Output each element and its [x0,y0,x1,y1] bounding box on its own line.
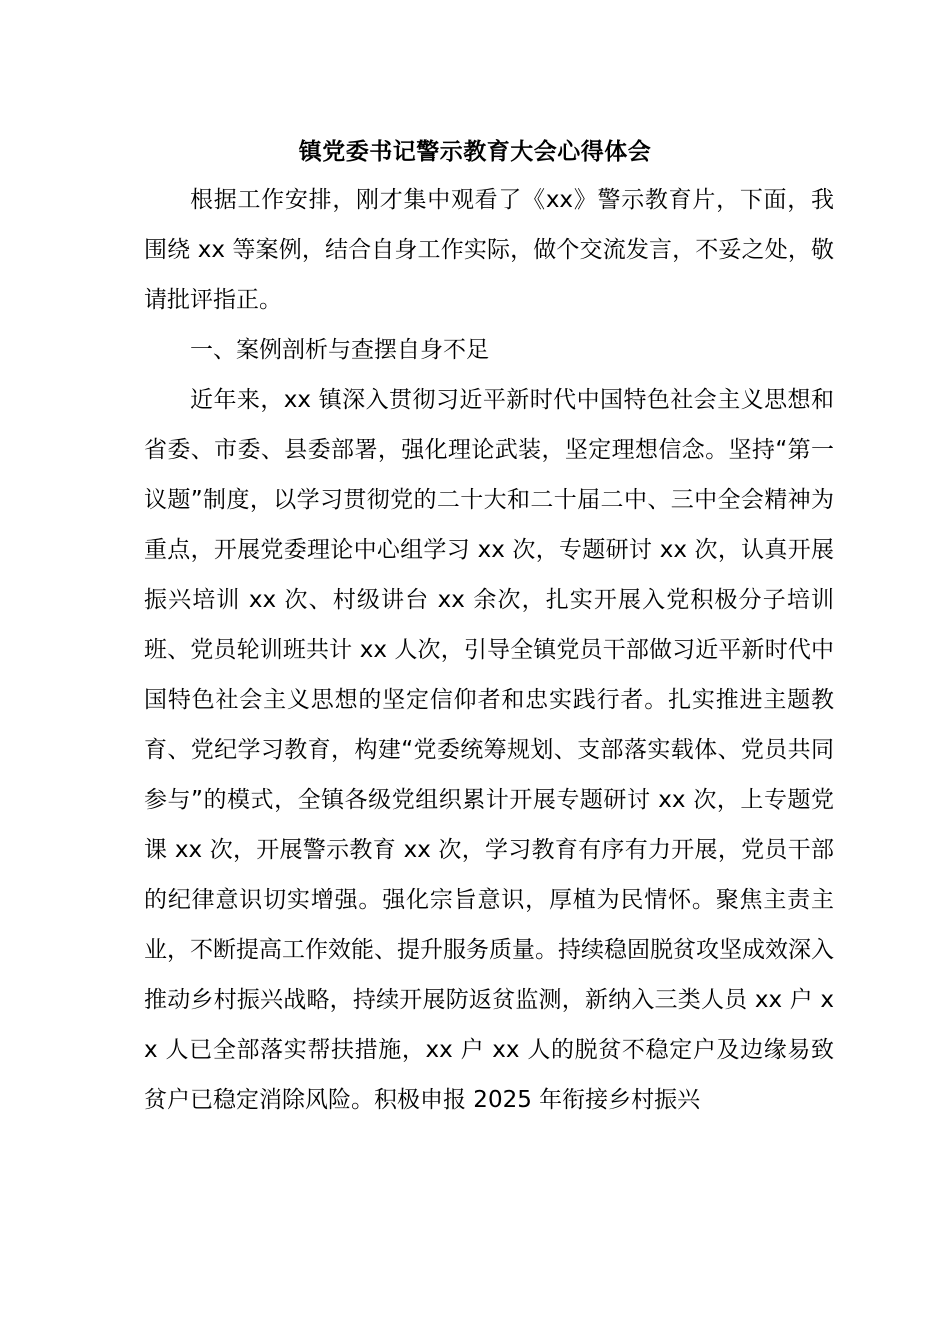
section-heading-1: 一、案例剖析与查摆自身不足 [190,337,489,363]
paragraph-section-1: 近年来，xx 镇深入贯彻习近平新时代中国特色社会主义思想和省委、市委、县委部署，强化理论武装，坚定理想信念。坚持“第一议题”制度，以学习贯彻党的二十大和二十届二中、三中全会精神为重点，开展党委理论中心组学习 xx 次，专题研讨 xx 次，认真开展振兴培训 xx 次、村级讲台 xx 余次，扎实开展入党积极分子培训班、党员轮训班共计 xx 人次，引导全镇党员干部做习近平新时代中国特色社会主义思想的坚定信仰者和忠实践行者。扎实推进主题教育、党纪学习教育，构建“党委统筹规划、支部落实载体、党员共同参与”的模式，全镇各级党组织累计开展专题研讨 xx 次，上专题党课 xx 次，开展警示教育 xx 次，学习教育有序有力开展，党员干部的纪律意识切实增强。强化宗旨意识，厚植为民情怀。聚焦主责主业，不断提高工作效能、提升服务质量。持续稳固脱贫攻坚成效深入推动乡村振兴战略，持续开展防返贫监测，新纳入三类人员 xx 户 xx 人已全部落实帮扶措施，xx 户 xx 人的脱贫不稳定户及边缘易致贫户已稳定消除风险。积极申报 2025 年衔接乡村振兴 [144,387,834,1113]
document-title: 镇党委书记警示教育大会心得体会 [298,139,652,165]
paragraph-intro: 根据工作安排，刚才集中观看了《xx》警示教育片，下面，我围绕 xx 等案例，结合自身工作实际，做个交流发言，不妥之处，敬请批评指正。 [144,187,834,313]
document-body [144,175,834,1125]
